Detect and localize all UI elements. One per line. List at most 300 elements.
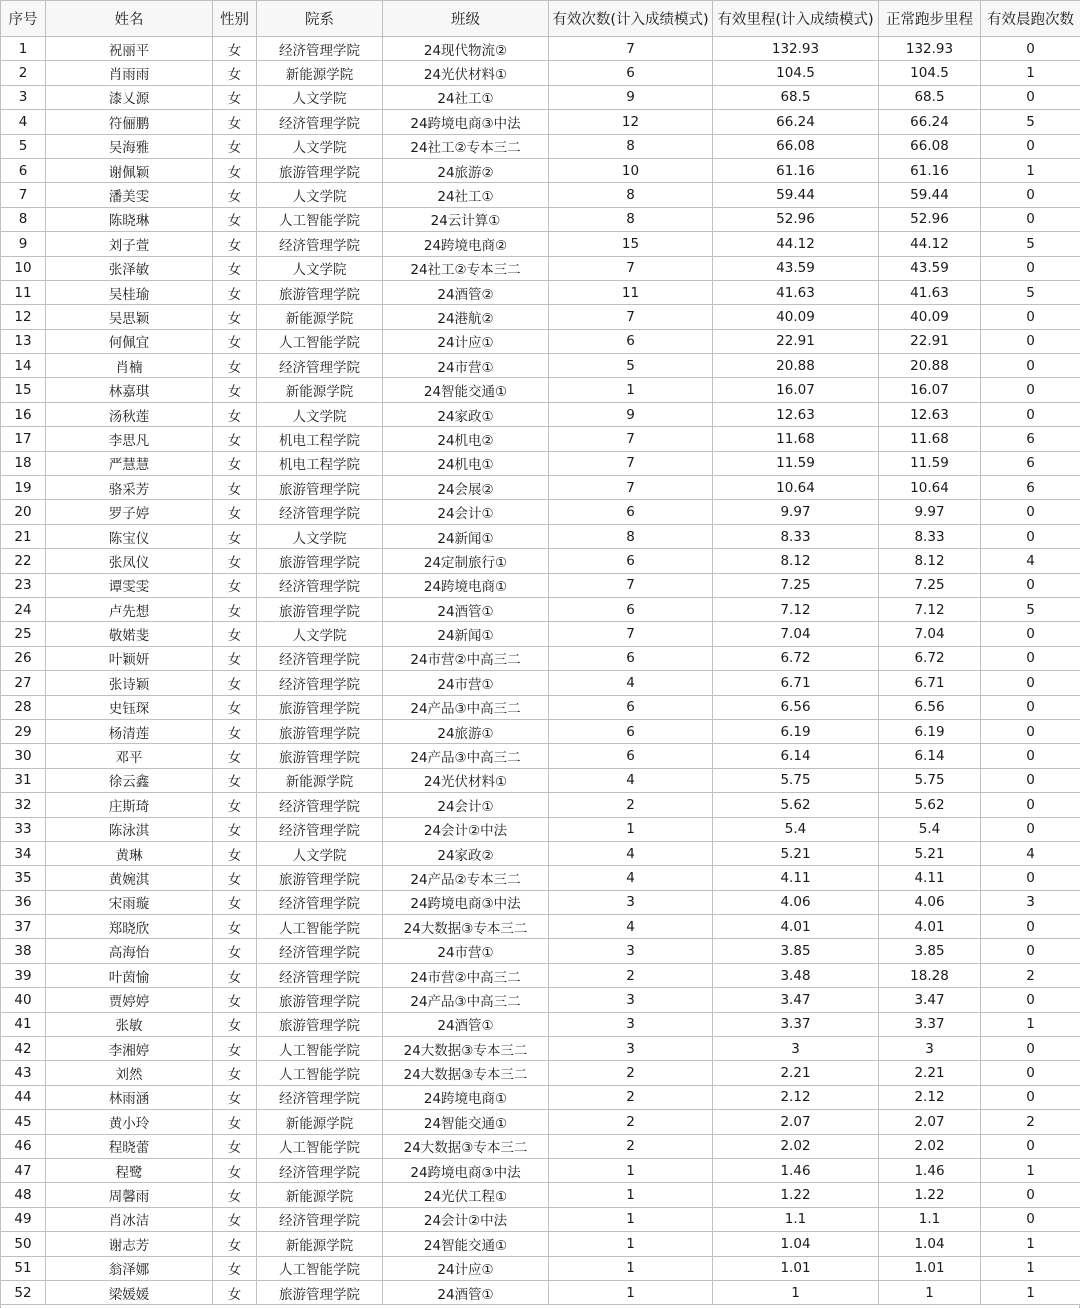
cell-valid-count: 7 [549,37,713,61]
cell-valid-count: 7 [549,451,713,475]
cell-index: 30 [1,744,46,768]
table-row [1,549,1080,573]
cell-valid-distance: 104.5 [713,61,879,85]
cell-name: 谢志芳 [46,1232,213,1256]
cell-index: 27 [1,671,46,695]
cell-index: 4 [1,110,46,134]
cell-name: 叶颖妍 [46,646,213,670]
cell-valid-distance: 8.12 [713,549,879,573]
cell-gender: 女 [213,451,257,475]
cell-department: 旅游管理学院 [257,1280,383,1304]
cell-morning-runs: 0 [981,866,1080,890]
cell-department: 旅游管理学院 [257,988,383,1012]
cell-valid-count: 10 [549,158,713,182]
cell-gender: 女 [213,695,257,719]
cell-normal-distance: 10.64 [879,476,981,500]
cell-department: 新能源学院 [257,1183,383,1207]
cell-valid-distance: 66.08 [713,134,879,158]
cell-normal-distance: 16.07 [879,378,981,402]
cell-gender: 女 [213,793,257,817]
cell-department: 旅游管理学院 [257,719,383,743]
cell-normal-distance: 52.96 [879,207,981,231]
cell-normal-distance: 18.28 [879,963,981,987]
cell-class: 24家政① [383,402,549,426]
table-row [1,280,1080,304]
cell-morning-runs: 0 [981,695,1080,719]
cell-valid-count: 4 [549,841,713,865]
cell-department: 人文学院 [257,134,383,158]
cell-morning-runs: 3 [981,890,1080,914]
cell-class: 24市营① [383,671,549,695]
cell-normal-distance: 3.37 [879,1012,981,1036]
cell-index: 24 [1,597,46,621]
cell-valid-count: 6 [549,719,713,743]
cell-gender: 女 [213,61,257,85]
cell-class: 24市营① [383,939,549,963]
cell-department: 经济管理学院 [257,500,383,524]
cell-index: 46 [1,1134,46,1158]
cell-name: 陈宝仪 [46,524,213,548]
cell-gender: 女 [213,1256,257,1280]
table-row [1,207,1080,231]
cell-normal-distance: 20.88 [879,354,981,378]
cell-gender: 女 [213,719,257,743]
cell-department: 人工智能学院 [257,207,383,231]
cell-index: 38 [1,939,46,963]
cell-gender: 女 [213,280,257,304]
cell-morning-runs: 0 [981,573,1080,597]
cell-department: 经济管理学院 [257,354,383,378]
cell-class: 24产品③中高三二 [383,988,549,1012]
cell-department: 人文学院 [257,841,383,865]
cell-valid-distance: 1.04 [713,1232,879,1256]
column-header-index: 序号 [1,1,46,37]
cell-valid-count: 6 [549,61,713,85]
cell-valid-distance: 11.68 [713,427,879,451]
cell-gender: 女 [213,476,257,500]
table-row [1,1134,1080,1158]
table-header-row [1,1,1080,37]
cell-morning-runs: 1 [981,1012,1080,1036]
table-row [1,451,1080,475]
cell-class: 24智能交通① [383,1110,549,1134]
cell-name: 罗子婷 [46,500,213,524]
cell-name: 汤秋莲 [46,402,213,426]
cell-gender: 女 [213,305,257,329]
cell-normal-distance: 3 [879,1037,981,1061]
cell-name: 谢佩颖 [46,158,213,182]
cell-index: 11 [1,280,46,304]
cell-normal-distance: 40.09 [879,305,981,329]
cell-morning-runs: 0 [981,85,1080,109]
cell-morning-runs: 0 [981,500,1080,524]
cell-department: 旅游管理学院 [257,476,383,500]
cell-morning-runs: 2 [981,963,1080,987]
cell-class: 24旅游② [383,158,549,182]
column-header-valid-distance: 有效里程(计入成绩模式) [713,1,879,37]
cell-valid-distance: 52.96 [713,207,879,231]
cell-normal-distance: 1.01 [879,1256,981,1280]
cell-index: 36 [1,890,46,914]
cell-name: 张敏 [46,1012,213,1036]
cell-index: 49 [1,1207,46,1231]
cell-department: 旅游管理学院 [257,549,383,573]
cell-valid-distance: 1.46 [713,1158,879,1182]
cell-index: 8 [1,207,46,231]
column-header-morning-runs: 有效晨跑次数 [981,1,1080,37]
column-header-normal-distance: 正常跑步里程 [879,1,981,37]
cell-department: 旅游管理学院 [257,1012,383,1036]
cell-morning-runs: 0 [981,354,1080,378]
cell-normal-distance: 1.1 [879,1207,981,1231]
cell-valid-distance: 7.25 [713,573,879,597]
cell-valid-count: 6 [549,500,713,524]
cell-valid-distance: 4.06 [713,890,879,914]
cell-gender: 女 [213,744,257,768]
cell-gender: 女 [213,1085,257,1109]
table-row [1,232,1080,256]
cell-name: 李思凡 [46,427,213,451]
cell-name: 张诗颖 [46,671,213,695]
table-row [1,1232,1080,1256]
cell-normal-distance: 2.21 [879,1061,981,1085]
cell-gender: 女 [213,110,257,134]
cell-department: 新能源学院 [257,768,383,792]
cell-department: 机电工程学院 [257,451,383,475]
table-row [1,476,1080,500]
cell-department: 人文学院 [257,85,383,109]
cell-normal-distance: 41.63 [879,280,981,304]
table-row [1,110,1080,134]
column-header-gender: 性别 [213,1,257,37]
cell-normal-distance: 1.46 [879,1158,981,1182]
cell-index: 16 [1,402,46,426]
cell-morning-runs: 1 [981,1256,1080,1280]
cell-index: 10 [1,256,46,280]
cell-valid-count: 9 [549,402,713,426]
table-row [1,915,1080,939]
cell-index: 20 [1,500,46,524]
cell-gender: 女 [213,1134,257,1158]
cell-normal-distance: 2.12 [879,1085,981,1109]
cell-normal-distance: 44.12 [879,232,981,256]
cell-class: 24光伏材料① [383,768,549,792]
cell-morning-runs: 6 [981,451,1080,475]
table-row [1,573,1080,597]
table-row [1,744,1080,768]
cell-normal-distance: 1.22 [879,1183,981,1207]
cell-index: 23 [1,573,46,597]
table-row [1,1110,1080,1134]
cell-gender: 女 [213,85,257,109]
cell-department: 经济管理学院 [257,1207,383,1231]
cell-department: 人工智能学院 [257,1134,383,1158]
cell-name: 潘美雯 [46,183,213,207]
cell-department: 经济管理学院 [257,890,383,914]
cell-index: 26 [1,646,46,670]
cell-class: 24光伏材料① [383,61,549,85]
cell-class: 24智能交通① [383,1232,549,1256]
cell-name: 符俪鹏 [46,110,213,134]
cell-valid-distance: 2.21 [713,1061,879,1085]
cell-index: 25 [1,622,46,646]
cell-gender: 女 [213,939,257,963]
cell-normal-distance: 5.75 [879,768,981,792]
cell-class: 24会计②中法 [383,817,549,841]
cell-gender: 女 [213,232,257,256]
cell-class: 24大数据③专本三二 [383,1134,549,1158]
cell-morning-runs: 4 [981,841,1080,865]
cell-normal-distance: 68.5 [879,85,981,109]
cell-gender: 女 [213,354,257,378]
cell-department: 人工智能学院 [257,329,383,353]
cell-name: 何佩宜 [46,329,213,353]
cell-class: 24酒管② [383,280,549,304]
cell-index: 21 [1,524,46,548]
table-row [1,841,1080,865]
column-header-department: 院系 [257,1,383,37]
cell-class: 24会展② [383,476,549,500]
cell-valid-distance: 2.02 [713,1134,879,1158]
cell-class: 24港航② [383,305,549,329]
cell-name: 陈泳淇 [46,817,213,841]
table-row [1,1061,1080,1085]
cell-index: 7 [1,183,46,207]
cell-morning-runs: 0 [981,183,1080,207]
cell-valid-distance: 3 [713,1037,879,1061]
cell-normal-distance: 6.71 [879,671,981,695]
cell-class: 24现代物流② [383,37,549,61]
cell-morning-runs: 0 [981,207,1080,231]
cell-name: 漆乂源 [46,85,213,109]
cell-valid-distance: 7.04 [713,622,879,646]
cell-valid-count: 15 [549,232,713,256]
cell-gender: 女 [213,549,257,573]
cell-morning-runs: 6 [981,476,1080,500]
cell-normal-distance: 2.02 [879,1134,981,1158]
cell-morning-runs: 5 [981,110,1080,134]
cell-valid-count: 6 [549,597,713,621]
cell-department: 经济管理学院 [257,37,383,61]
table-row [1,866,1080,890]
table-row [1,354,1080,378]
cell-valid-count: 1 [549,1183,713,1207]
cell-gender: 女 [213,1183,257,1207]
cell-morning-runs: 0 [981,622,1080,646]
cell-gender: 女 [213,1207,257,1231]
cell-gender: 女 [213,1110,257,1134]
cell-valid-count: 4 [549,768,713,792]
cell-index: 52 [1,1280,46,1304]
cell-name: 谭雯雯 [46,573,213,597]
cell-normal-distance: 61.16 [879,158,981,182]
cell-morning-runs: 1 [981,1280,1080,1304]
cell-valid-count: 7 [549,427,713,451]
cell-gender: 女 [213,378,257,402]
table-row [1,1280,1080,1304]
cell-valid-count: 1 [549,378,713,402]
cell-index: 22 [1,549,46,573]
cell-index: 1 [1,37,46,61]
cell-department: 新能源学院 [257,1232,383,1256]
cell-morning-runs: 0 [981,134,1080,158]
cell-valid-count: 6 [549,549,713,573]
cell-class: 24跨境电商③中法 [383,110,549,134]
cell-name: 刘子萱 [46,232,213,256]
cell-name: 贾婷婷 [46,988,213,1012]
table-row [1,1158,1080,1182]
table-row [1,719,1080,743]
cell-department: 人工智能学院 [257,915,383,939]
cell-valid-distance: 1 [713,1280,879,1304]
cell-index: 41 [1,1012,46,1036]
cell-index: 9 [1,232,46,256]
cell-class: 24机电① [383,451,549,475]
cell-valid-distance: 6.19 [713,719,879,743]
cell-morning-runs: 4 [981,549,1080,573]
cell-morning-runs: 0 [981,378,1080,402]
cell-valid-distance: 68.5 [713,85,879,109]
cell-name: 程晓蕾 [46,1134,213,1158]
cell-valid-distance: 5.75 [713,768,879,792]
cell-class: 24会计① [383,793,549,817]
cell-normal-distance: 8.12 [879,549,981,573]
table-row [1,597,1080,621]
cell-class: 24社工②专本三二 [383,256,549,280]
cell-name: 李湘婷 [46,1037,213,1061]
cell-valid-distance: 5.62 [713,793,879,817]
cell-class: 24酒管① [383,597,549,621]
table-row [1,158,1080,182]
cell-valid-distance: 2.12 [713,1085,879,1109]
cell-valid-count: 5 [549,354,713,378]
cell-valid-count: 3 [549,890,713,914]
cell-gender: 女 [213,817,257,841]
cell-valid-distance: 41.63 [713,280,879,304]
cell-index: 29 [1,719,46,743]
cell-morning-runs: 5 [981,232,1080,256]
cell-valid-count: 1 [549,1256,713,1280]
cell-gender: 女 [213,207,257,231]
table-row [1,183,1080,207]
table-row [1,61,1080,85]
cell-class: 24酒管① [383,1012,549,1036]
cell-index: 15 [1,378,46,402]
cell-index: 6 [1,158,46,182]
cell-class: 24产品③中高三二 [383,695,549,719]
cell-valid-count: 2 [549,1061,713,1085]
cell-normal-distance: 11.59 [879,451,981,475]
cell-index: 5 [1,134,46,158]
cell-department: 旅游管理学院 [257,280,383,304]
cell-class: 24市营②中高三二 [383,646,549,670]
cell-class: 24家政② [383,841,549,865]
cell-index: 50 [1,1232,46,1256]
cell-name: 黄琳 [46,841,213,865]
cell-department: 新能源学院 [257,61,383,85]
table-row [1,256,1080,280]
cell-name: 梁媛媛 [46,1280,213,1304]
cell-normal-distance: 3.85 [879,939,981,963]
table-row [1,622,1080,646]
cell-name: 黄婉淇 [46,866,213,890]
cell-valid-count: 2 [549,1134,713,1158]
cell-valid-distance: 5.4 [713,817,879,841]
cell-name: 宋雨璇 [46,890,213,914]
cell-department: 旅游管理学院 [257,158,383,182]
cell-valid-count: 7 [549,622,713,646]
cell-index: 44 [1,1085,46,1109]
cell-name: 杨清莲 [46,719,213,743]
cell-valid-distance: 6.72 [713,646,879,670]
cell-normal-distance: 104.5 [879,61,981,85]
cell-class: 24云计算① [383,207,549,231]
cell-valid-distance: 12.63 [713,402,879,426]
cell-normal-distance: 9.97 [879,500,981,524]
cell-class: 24产品③中高三二 [383,744,549,768]
cell-class: 24新闻① [383,524,549,548]
cell-morning-runs: 0 [981,915,1080,939]
table-row [1,793,1080,817]
column-header-class: 班级 [383,1,549,37]
cell-gender: 女 [213,988,257,1012]
cell-normal-distance: 1 [879,1280,981,1304]
cell-normal-distance: 6.14 [879,744,981,768]
cell-class: 24跨境电商③中法 [383,1158,549,1182]
cell-valid-count: 1 [549,1207,713,1231]
cell-name: 徐云鑫 [46,768,213,792]
cell-morning-runs: 0 [981,817,1080,841]
cell-morning-runs: 0 [981,1134,1080,1158]
cell-index: 51 [1,1256,46,1280]
cell-normal-distance: 2.07 [879,1110,981,1134]
cell-valid-count: 6 [549,646,713,670]
cell-normal-distance: 4.06 [879,890,981,914]
cell-department: 人文学院 [257,524,383,548]
cell-valid-count: 4 [549,671,713,695]
table-row [1,329,1080,353]
cell-valid-distance: 44.12 [713,232,879,256]
cell-gender: 女 [213,1280,257,1304]
cell-valid-count: 8 [549,207,713,231]
cell-valid-distance: 2.07 [713,1110,879,1134]
cell-morning-runs: 1 [981,61,1080,85]
cell-department: 经济管理学院 [257,110,383,134]
table-row [1,963,1080,987]
cell-index: 37 [1,915,46,939]
cell-index: 12 [1,305,46,329]
table-row [1,1037,1080,1061]
cell-valid-distance: 5.21 [713,841,879,865]
cell-morning-runs: 1 [981,1158,1080,1182]
cell-valid-distance: 9.97 [713,500,879,524]
cell-valid-count: 3 [549,1037,713,1061]
cell-gender: 女 [213,1158,257,1182]
cell-index: 45 [1,1110,46,1134]
table-row [1,768,1080,792]
cell-valid-distance: 20.88 [713,354,879,378]
cell-class: 24旅游① [383,719,549,743]
cell-class: 24定制旅行① [383,549,549,573]
cell-class: 24新闻① [383,622,549,646]
cell-normal-distance: 5.4 [879,817,981,841]
cell-name: 陈晓琳 [46,207,213,231]
cell-department: 人工智能学院 [257,1037,383,1061]
cell-valid-count: 11 [549,280,713,304]
cell-class: 24大数据③专本三二 [383,1061,549,1085]
cell-class: 24会计① [383,500,549,524]
cell-morning-runs: 5 [981,597,1080,621]
